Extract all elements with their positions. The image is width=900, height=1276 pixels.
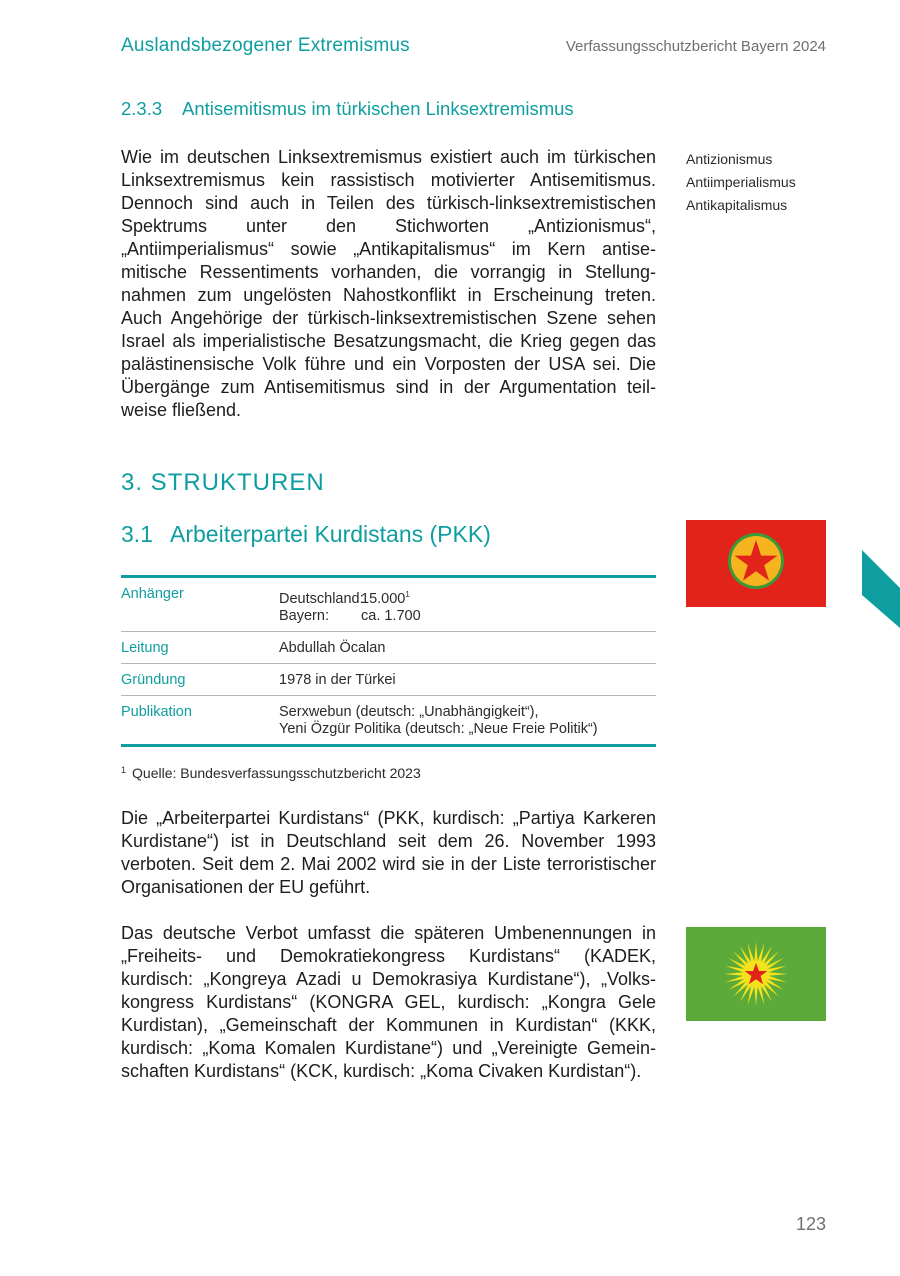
table-row (121, 696, 656, 746)
row-value: 1978 in der Türkei (279, 664, 656, 696)
kck-flag-image (686, 927, 826, 1021)
row-value (279, 577, 656, 632)
bavaria-key: Bayern: (279, 608, 329, 624)
publication-line: Yeni Özgür Politika (deutsch: „Neue Freie Politik“) (279, 721, 598, 737)
followers-germany (279, 586, 656, 608)
running-header-report: Verfassungsschutzbericht Bayern 2024 (565, 38, 826, 55)
margin-keyword: Antikapitalismus (686, 197, 788, 213)
section-title: Antisemitismus im türkischen Linksextremismus (182, 98, 574, 119)
footnote-number: 1 (121, 765, 127, 775)
pkk-flag-image (686, 520, 826, 607)
table-row (121, 577, 656, 632)
paragraph-pkk-ban: Die „Arbeiterpartei Kurdistans“ (PKK, kurdisch: „Partiya Karkeren Kurdistane“) ist in Deutschland seit dem 26. November 1993 verboten. Seit dem 2. Mai 2002 wird sie in der Liste terroristischer Organisationen der EU geführt. (121, 808, 656, 897)
publication-line: Serxwebun (deutsch: „Unabhängigkeit“), (279, 704, 539, 720)
table-row (121, 632, 656, 664)
section-title: Arbeiterpartei Kurdistans (PKK) (170, 521, 491, 547)
section-number: 2.3.3 (121, 98, 163, 119)
margin-keyword: Antiimperialismus (686, 174, 796, 190)
paragraph-antisemitism: Wie im deutschen Linksextremismus existiert auch im türkischen Linksextremismus kein rassistisch motivierter Antisemitismus. Dennoch sind auch in Teilen des türkisch-linksextremistischen Spektrums unter den Stichworten „Antizionismus“, „Antiimperialismus“ sowie „Antikapitalismus“ im Kern antisemitische Ressentiments vorhanden, die vorrangig in Stellungnahmen zum ungelösten Nahostkonflikt in Erscheinung treten. Auch Angehörige der türkisch-linksextremistischen Szene sehen Israel als imperialistische Besatzungsmacht, die Krieg gegen das palästinensische Volk führe und ein Vorposten der USA sei. Die Übergänge zum Antisemitismus sind in der Argumentation teilweise fließend. (121, 147, 656, 420)
chapter-heading-strukturen: 3. STRUKTUREN (121, 469, 325, 496)
pkk-facts-table (121, 575, 656, 747)
germany-value: 15.000 (361, 591, 406, 607)
row-label: Anhänger (121, 577, 279, 632)
row-label: Gründung (121, 664, 279, 696)
page-number: 123 (795, 1214, 826, 1234)
section-heading-3-1 (121, 521, 491, 548)
margin-keyword: Antizionismus (686, 151, 773, 167)
footnote (121, 765, 421, 781)
table-row (121, 664, 656, 696)
chapter-tab-marker (862, 550, 900, 628)
followers-bavaria (279, 608, 656, 625)
section-heading-2-3-3 (121, 98, 574, 120)
bavaria-value: ca. 1.700 (361, 608, 421, 624)
germany-key: Deutschland: (279, 591, 364, 607)
margin-keywords (686, 148, 796, 217)
row-label: Publikation (121, 704, 192, 720)
row-label: Leitung (121, 632, 279, 664)
paragraph-renamings: Das deutsche Verbot umfasst die späteren Umbenennungen in „Freiheits- und Demokratiekongress Kurdistans“ (KADEK, kurdisch: „Kongreya Azadi u Demokrasiya Kurdistane“), „Volkskongress Kurdistans“ (KONGRA GEL, kurdisch: „Kongra Gele Kurdistan), „Gemeinschaft der Kommunen in Kurdistan“ (KKK, kurdisch: „Koma Komalen Kurdistane“) und „Vereinigte Gemeinschaften Kurdistans“ (KCK, kurdisch: „Koma Civaken Kurdistan“). (121, 923, 656, 1081)
running-header-section: Auslandsbezogener Extremismus (121, 35, 410, 56)
row-value: Abdullah Öcalan (279, 632, 656, 664)
footnote-ref: 1 (405, 590, 410, 599)
row-value (279, 696, 656, 746)
section-number: 3.1 (121, 521, 153, 547)
footnote-text: Quelle: Bundesverfassungsschutzbericht 2023 (132, 765, 421, 781)
